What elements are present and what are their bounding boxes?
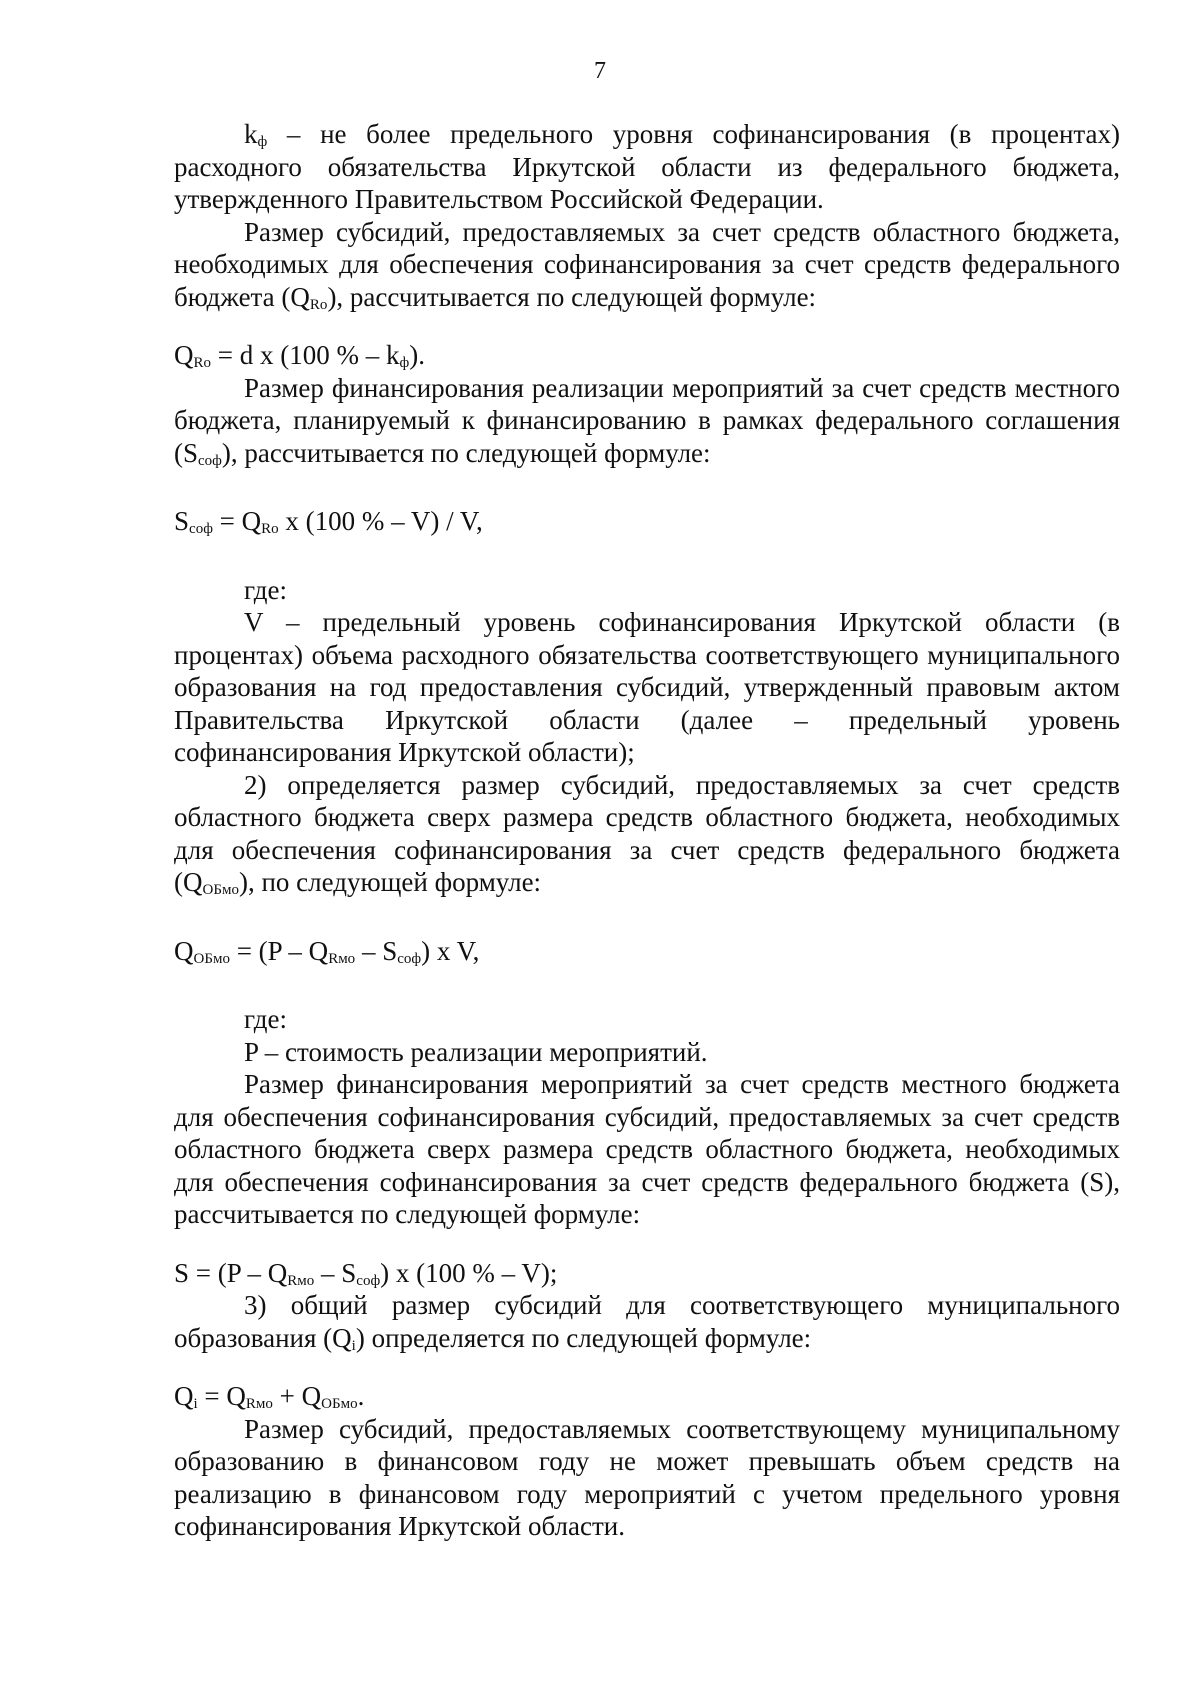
paragraph-p-definition: P – стоимость реализации мероприятий. — [244, 1036, 708, 1067]
subscript: соф — [198, 452, 222, 469]
symbol-k: k — [244, 119, 258, 149]
paragraph-s-financing: Размер финансирования мероприятий за счет средств местного бюджета для обеспечения софинансирования субсидий, предоставляемых за счет средств областного бюджета сверх размера средств областного бюджета, необходимых для обеспечения софинансирования за счет средств федерального бюджета (S), рассчитывается по следующей формуле: — [174, 1069, 1120, 1229]
formula-q-ro: $Q_{Ro} = d$ x (100 % – $k_ф$). — [174, 340, 425, 371]
document-body — [174, 118, 1120, 1543]
paragraph-subsidy-limit: Размер субсидий, предоставляемых соответствующему муниципальному образованию в финансовом году не может превышать объем средств на реализацию в финансовом году мероприятий с учетом предельного уровня софинансирования Иркутской области. — [174, 1413, 1120, 1541]
text: 3) общий размер субсидий для соответствующего муниципального образования (Q — [174, 1290, 1120, 1353]
text: ), по следующей формуле: — [238, 867, 542, 897]
subscript: ОБмо — [202, 882, 239, 898]
text: – не более предельного уровня софинансирования (в процентах) расходного обязательства Иркутской области из федерального бюджета, утвержденного Правительством Российской Федерации. — [174, 119, 1120, 214]
text: 2) определяется размер субсидий, предоставляемых за счет средств областного бюджета сверх размера средств областного бюджета, необходимых для обеспечения софинансирования за счет средств федерального бюджета (Q — [174, 769, 1120, 897]
page-number: 7 — [594, 58, 606, 84]
formula-s-sof: $S_{соф} = Q_{Ro}$ x (100 % – V) / V, — [174, 506, 483, 537]
paragraph-v-definition: V – предельный уровень софинансирования Иркутской области (в процентах) объема расходного обязательства соответствующего муниципального образования на год предоставления субсидий, утвержденный правовым актом Правительства Иркутской области (далее – предельный уровень софинансирования Иркутской области); — [174, 607, 1120, 767]
subscript-phi: ф — [257, 134, 268, 150]
formula-q-i: $Q_i = Q_{Rмо} + Q_{ОБмо}$. — [174, 1381, 365, 1412]
formula-s: $S = (P - Q_{Rмо} - S_{соф})$ x (100 % – V); — [174, 1257, 558, 1289]
text: ) определяется по следующей формуле: — [355, 1322, 812, 1353]
formula-q-obmo: $Q_{ОБмо} = (P - Q_{Rмо} - S_{соф})$ x V, — [174, 935, 480, 967]
paragraph-subsidy-size — [174, 216, 1120, 314]
paragraph-item-3 — [174, 1289, 1120, 1354]
text: Размер субсидий, предоставляемых за счет средств областного бюджета, необходимых для обеспечения софинансирования за счет средств федерального бюджета (Q — [174, 216, 1120, 312]
label-where: где: — [244, 1004, 287, 1034]
paragraph-k-phi-definition — [174, 118, 1120, 216]
subscript: i — [351, 1337, 356, 1354]
text: Размер финансирования реализации мероприятий за счет средств местного бюджета, планируемый к финансированию в рамках федерального соглашения (S — [174, 372, 1120, 468]
paragraph-item-2 — [174, 769, 1120, 899]
text: ), рассчитывается по следующей формуле: — [327, 281, 817, 312]
paragraph-local-budget-financing — [174, 372, 1120, 470]
subscript: Ro — [309, 296, 328, 313]
text: ), рассчитывается по следующей формуле: — [221, 437, 711, 468]
label-where: где: — [244, 574, 287, 605]
